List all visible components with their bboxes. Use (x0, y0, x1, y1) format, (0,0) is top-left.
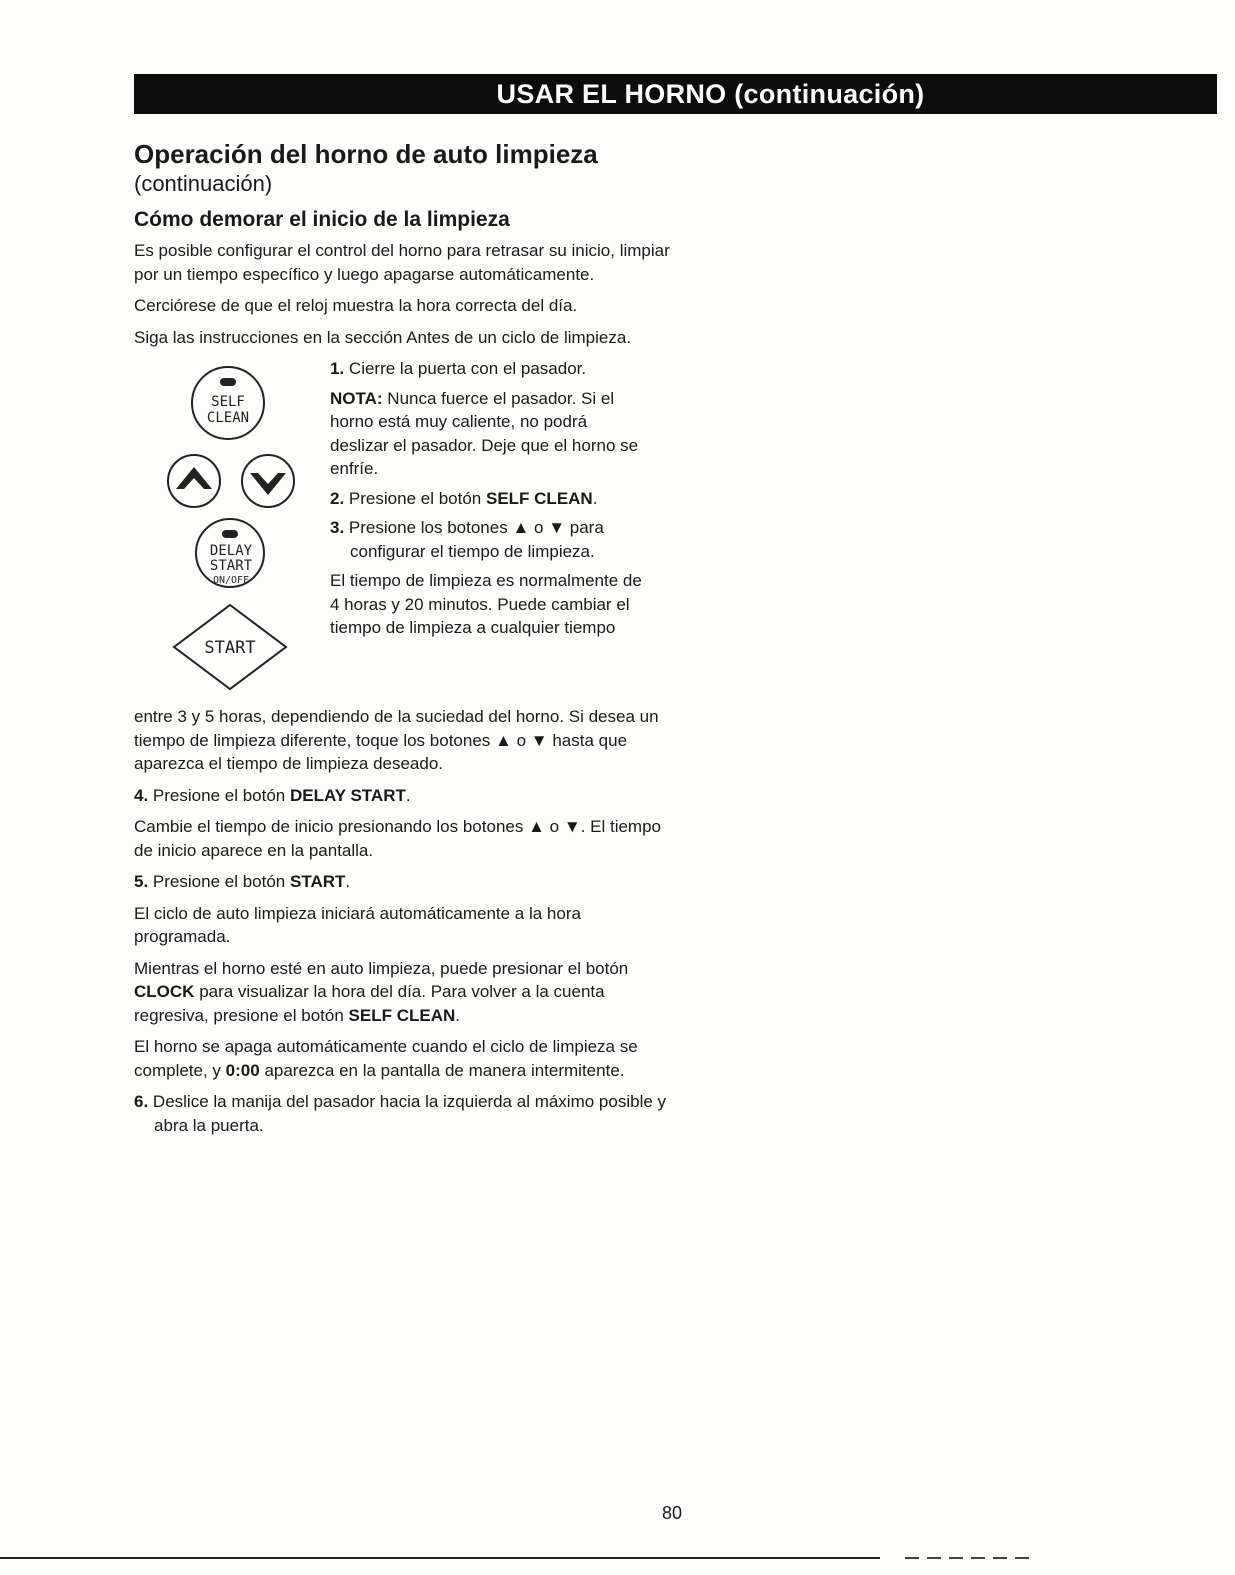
step-1: 1. Cierre la puerta con el pasador. (330, 359, 587, 378)
delay-label: DELAY (209, 543, 253, 559)
up-triangle-icon: ▲ (495, 730, 512, 750)
step-4: 4. Presione el botón DELAY START. (134, 785, 411, 805)
self-label: SELF (211, 394, 245, 410)
step-3: 3. Presione los botones ▲ o ▼ para configurar el tiempo de limpieza. (330, 518, 604, 561)
nota-label: NOTA: (330, 388, 383, 408)
down-triangle-icon: ▼ (548, 518, 566, 537)
self-clean-button-icon (192, 367, 264, 439)
control-buttons-svg (164, 357, 324, 705)
control-buttons-illustration (164, 357, 324, 705)
start-label: START (209, 558, 253, 574)
change-start-paragraph: Cambie el tiempo de inicio presionando los botones ▲ o ▼. El tiempo de inicio aparece en la pantalla. (134, 817, 661, 860)
down-triangle-icon: ▼ (530, 730, 548, 750)
subsection-heading: Cómo demorar el inicio de la limpieza (134, 208, 510, 231)
intro-paragraph-3: Siga las instrucciones en la sección Antes de un ciclo de limpieza. (134, 327, 632, 347)
section-title: Operación del horno de auto limpieza (134, 139, 598, 169)
figure-side-text (330, 357, 646, 646)
step-2: 2. Presione el botón SELF CLEAN. (330, 488, 598, 508)
up-arrow-button-icon (168, 455, 220, 507)
step-5: 5. Presione el botón START. (134, 872, 351, 891)
nota-paragraph: NOTA: Nunca fuerce el pasador. Si el horno está muy caliente, no podrá deslizar el pasador. Deje que el horno se enfríe. (330, 388, 639, 478)
control-panel-figure-block (134, 357, 674, 705)
start-diamond-label: START (204, 638, 256, 658)
clean-label: CLEAN (206, 410, 250, 426)
up-triangle-icon: ▲ (512, 518, 530, 537)
delay-start-button-icon (196, 519, 264, 587)
down-triangle-icon: ▼ (563, 817, 581, 836)
up-triangle-icon: ▲ (528, 817, 545, 836)
onoff-label: ON/OFF (212, 575, 250, 586)
header-title: USAR EL HORNO (continuación) (496, 78, 925, 109)
section-subtitle: (continuación) (134, 171, 273, 196)
down-arrow-button-icon (242, 455, 294, 507)
while-clean-paragraph: Mientras el horno esté en auto limpieza, puede presionar el botón CLOCK para visualizar la hora del día. Para volver a la cuenta regresiva, presione el botón SELF CLEAN. (134, 958, 629, 1025)
page-content (134, 138, 674, 1145)
clean-time-continued: entre 3 y 5 horas, dependiendo de la suciedad del horno. Si desea un tiempo de limpieza diferente, toque los botones ▲ o ▼ hasta que aparezca el tiempo de limpieza deseado. (134, 707, 659, 773)
page-number: 80 (662, 1503, 683, 1523)
intro-paragraph-2: Cerciórese de que el reloj muestra la hora correcta del día. (134, 296, 578, 315)
bottom-dashed-rule (905, 1557, 1030, 1559)
step-6: 6. Deslice la manija del pasador hacia la izquierda al máximo posible y abra la puerta. (134, 1092, 667, 1135)
clean-time-side: El tiempo de limpieza es normalmente de 4 horas y 20 minutos. Puede cambiar el tiempo de limpieza a cualquier tiempo (330, 571, 642, 637)
bottom-rule (0, 1557, 880, 1559)
shutoff-paragraph: El horno se apaga automáticamente cuando el ciclo de limpieza se complete, y 0:00 aparezca en la pantalla de manera intermitente. (134, 1037, 638, 1080)
start-button-icon (174, 605, 286, 689)
auto-start-paragraph: El ciclo de auto limpieza iniciará automáticamente a la hora programada. (134, 903, 581, 946)
intro-paragraph-1: Es posible configurar el control del horno para retrasar su inicio, limpiar por un tiempo específico y luego apagarse automáticamente. (134, 241, 670, 284)
section-header-bar (134, 74, 1217, 114)
